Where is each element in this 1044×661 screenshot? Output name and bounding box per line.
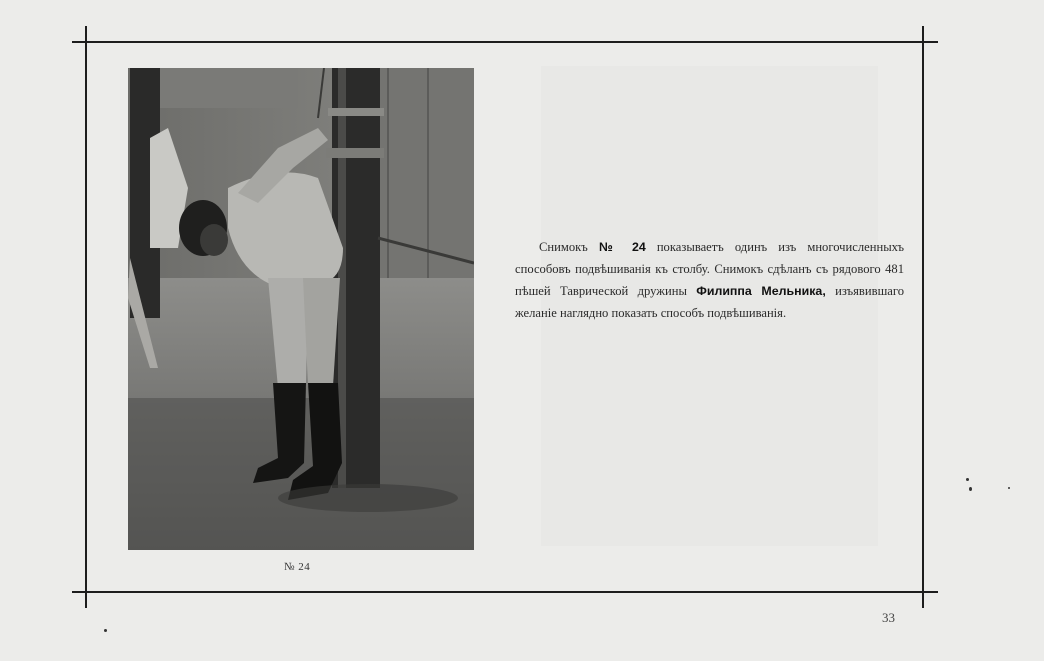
person-name: Филиппа Мельника, [696, 284, 826, 298]
text-run: Снимокъ [539, 240, 599, 254]
frame-rule-right [922, 28, 924, 608]
print-speck [1008, 487, 1010, 489]
text-run: изъявившаго желаніе наглядно показать способъ подвѣшиванія. [515, 284, 904, 320]
figure-reference: № 24 [598, 240, 646, 254]
figure-photograph [128, 68, 474, 550]
frame-tick [85, 594, 87, 608]
figure-caption: № 24 [284, 561, 311, 573]
body-paragraph [515, 236, 904, 324]
frame-rule-top [72, 41, 938, 43]
frame-tick [922, 26, 924, 40]
frame-rule-left [85, 28, 87, 608]
text-run: показываетъ одинъ изъ многочисленныхъ способовъ подвѣшиванія къ столбу. Снимокъ сдѣланъ съ рядового 481 пѣшей Таврической дружины [515, 240, 904, 298]
frame-tick [922, 594, 924, 608]
frame-tick [85, 26, 87, 40]
page-number: 33 [882, 610, 895, 625]
print-speck [969, 487, 972, 491]
print-speck [104, 629, 107, 632]
print-speck [966, 478, 969, 481]
frame-rule-bottom [72, 591, 938, 593]
